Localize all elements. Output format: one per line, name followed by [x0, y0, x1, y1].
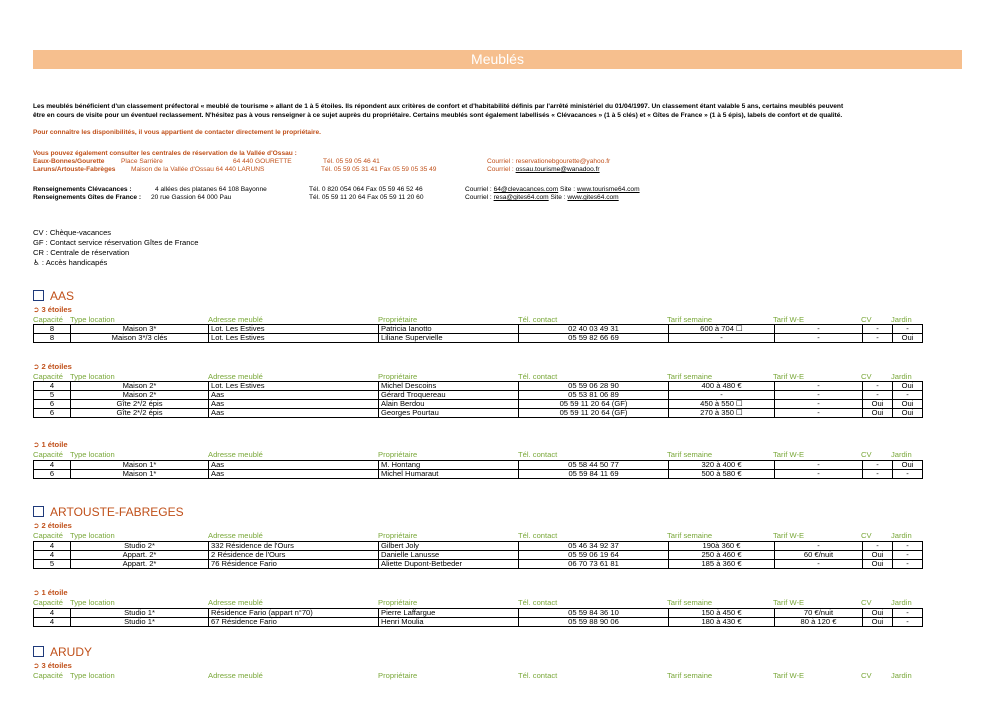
centre-email: Courriel : reservationebgourette@yahoo.fr	[487, 158, 611, 165]
address-cell: 76 Résidence Fario	[209, 560, 379, 569]
header-jardin: Jardin	[891, 598, 912, 607]
header-proprietaire: Propriétaire	[378, 315, 418, 324]
capacity-cell: 6	[34, 400, 71, 409]
owner-cell: Michel Humaraut	[379, 470, 519, 479]
header-jardin: Jardin	[891, 450, 912, 459]
type-cell: Maison 2*	[71, 382, 209, 391]
owner-cell: Michel Descoins	[379, 382, 519, 391]
section-title: ARTOUSTE-FABREGES	[50, 505, 184, 519]
cv-cell: Oui	[863, 609, 893, 618]
checkbox-icon	[33, 506, 44, 517]
availability-note: Pour connaître les disponibilités, il vous appartient de contacter directement le propriétaire.	[33, 129, 321, 136]
capacity-cell: 4	[34, 618, 71, 627]
type-cell: Maison 2*	[71, 391, 209, 400]
owner-cell: Alain Berdou	[379, 400, 519, 409]
phone-cell: 05 59 11 20 64 (GF)	[519, 409, 669, 418]
rens-tel: Tél. 0 820 054 064 Fax 05 59 46 52 46	[309, 186, 423, 193]
address-cell: Aas	[209, 409, 379, 418]
header-proprietaire: Propriétaire	[378, 372, 418, 381]
legend-gf: GF : Contact service réservation Gîtes de France	[33, 238, 199, 247]
address-cell: 67 Résidence Fario	[209, 618, 379, 627]
weekly-rate-cell: 400 à 480 €	[669, 382, 775, 391]
legend-cr: CR : Centrale de réservation	[33, 248, 130, 257]
header-cv: CV	[861, 598, 872, 607]
weekly-rate-cell: 450 à 550 ☐	[669, 400, 775, 409]
centre-tel: Tél. 05 59 05 31 41 Fax 05 59 05 35 49	[321, 166, 437, 173]
email-prefix: Courriel :	[465, 194, 494, 201]
header-tarif: Tarif semaine	[667, 450, 713, 459]
cv-cell: -	[863, 391, 893, 400]
centre-email-link[interactable]: ossau.tourisme@wanadoo.fr	[515, 166, 600, 173]
group-label: ➲ 2 étoiles	[33, 362, 72, 371]
table-row	[34, 325, 923, 334]
centre-laruns	[33, 166, 600, 174]
weekend-rate-cell: -	[775, 560, 863, 569]
table-row	[34, 334, 923, 343]
address-cell: 2 Résidence de l'Ours	[209, 551, 379, 560]
rens-address: 20 rue Gassion 64 000 Pau	[151, 194, 232, 201]
table-row	[34, 551, 923, 560]
table	[33, 608, 923, 627]
header-cv: CV	[861, 372, 872, 381]
section-artouste	[33, 505, 184, 519]
section-title: AAS	[50, 289, 75, 303]
address-cell: Lot. Les Estives	[209, 325, 379, 334]
weekend-rate-cell: -	[775, 409, 863, 418]
header-tel: Tél. contact	[518, 450, 558, 459]
capacity-cell: 8	[34, 334, 71, 343]
centre-tel: Tél. 05 59 05 46 41	[323, 158, 380, 165]
centre-name: Eaux-Bonnes/Gourette	[33, 158, 105, 165]
owner-cell: Gilbert Joly	[379, 542, 519, 551]
cv-cell: -	[863, 470, 893, 479]
header-tarif: Tarif semaine	[667, 671, 713, 680]
checkbox-icon	[33, 290, 44, 301]
header-type: Type location	[70, 450, 115, 459]
centre-name: Laruns/Artouste-Fabrèges	[33, 166, 116, 173]
header-adresse: Adresse meublé	[208, 671, 263, 680]
table	[33, 460, 923, 479]
capacity-cell: 4	[34, 609, 71, 618]
weekend-rate-cell: -	[775, 400, 863, 409]
garden-cell: Oui	[893, 334, 923, 343]
section-title: ARUDY	[50, 645, 93, 659]
site-prefix: Site :	[560, 186, 577, 193]
capacity-cell: 6	[34, 409, 71, 418]
cv-cell: -	[863, 334, 893, 343]
owner-cell: Patricia Ianotto	[379, 325, 519, 334]
garden-cell: Oui	[893, 400, 923, 409]
header-capacite: Capacité	[33, 598, 63, 607]
centre-eaux-bonnes	[33, 158, 611, 166]
phone-cell: 06 70 73 61 81	[519, 560, 669, 569]
header-proprietaire: Propriétaire	[378, 671, 418, 680]
garden-cell: -	[893, 391, 923, 400]
rens-site-link[interactable]: www.tourisme64.com	[576, 186, 640, 193]
header-type: Type location	[70, 671, 115, 680]
phone-cell: 05 59 82 66 69	[519, 334, 669, 343]
header-adresse: Adresse meublé	[208, 450, 263, 459]
cv-cell: Oui	[863, 551, 893, 560]
cv-cell: -	[863, 542, 893, 551]
weekly-rate-cell: 270 à 350 ☐	[669, 409, 775, 418]
header-type: Type location	[70, 598, 115, 607]
header-capacite: Capacité	[33, 531, 63, 540]
cv-cell: Oui	[863, 560, 893, 569]
phone-cell: 02 40 03 49 31	[519, 325, 669, 334]
centre-address: Place Sarrière	[121, 158, 163, 165]
table-row	[34, 618, 923, 627]
address-cell: Aas	[209, 461, 379, 470]
header-cv: CV	[861, 450, 872, 459]
capacity-cell: 8	[34, 325, 71, 334]
weekly-rate-cell: 500 à 580 €	[669, 470, 775, 479]
weekend-rate-cell: 80 à 120 €	[775, 618, 863, 627]
rens-name: Renseignements Clévacances :	[33, 186, 132, 193]
checkbox-icon	[33, 646, 44, 657]
table-header	[33, 315, 963, 324]
weekend-rate-cell: -	[775, 470, 863, 479]
weekend-rate-cell: -	[775, 382, 863, 391]
header-tel: Tél. contact	[518, 531, 558, 540]
capacity-cell: 4	[34, 382, 71, 391]
address-cell: 332 Résidence de l'Ours	[209, 542, 379, 551]
group-label: ➲ 3 étoiles	[33, 661, 72, 670]
header-capacite: Capacité	[33, 315, 63, 324]
phone-cell: 05 46 34 92 37	[519, 542, 669, 551]
weekly-rate-cell: 250 à 460 €	[669, 551, 775, 560]
garden-cell: Oui	[893, 461, 923, 470]
rens-email-link[interactable]: 64@clevacances.com	[493, 186, 559, 193]
weekend-rate-cell: -	[775, 391, 863, 400]
type-cell: Appart. 2*	[71, 551, 209, 560]
header-cv: CV	[861, 315, 872, 324]
header-cv: CV	[861, 531, 872, 540]
section-aas	[33, 289, 74, 303]
table-row	[34, 560, 923, 569]
owner-cell: Liliane Supervielle	[379, 334, 519, 343]
type-cell: Appart. 2*	[71, 560, 209, 569]
type-cell: Studio 1*	[71, 618, 209, 627]
header-tel: Tél. contact	[518, 372, 558, 381]
table-row	[34, 609, 923, 618]
weekend-rate-cell: 70 €/nuit	[775, 609, 863, 618]
group-label: ➲ 3 étoiles	[33, 305, 72, 314]
phone-cell: 05 59 84 36 10	[519, 609, 669, 618]
weekend-rate-cell: -	[775, 325, 863, 334]
type-cell: Gîte 2*/2 épis	[71, 409, 209, 418]
rens-address: 4 allées des platanes 64 108 Bayonne	[155, 186, 267, 193]
garden-cell: -	[893, 560, 923, 569]
header-jardin: Jardin	[891, 372, 912, 381]
phone-cell: 05 59 11 20 64 (GF)	[519, 400, 669, 409]
header-proprietaire: Propriétaire	[378, 598, 418, 607]
intro-line-1: Les meublés bénéficient d'un classement préfectoral « meublé de tourisme » allant de 1 à 5 étoiles. Ils répondent aux critères de confort et d'habitabilité définis par l'arrêté ministériel du 01/04/1997. Un classement étant valable 5 ans, certains meublés peuvent	[33, 103, 844, 110]
owner-cell: M. Hontang	[379, 461, 519, 470]
garden-cell: -	[893, 551, 923, 560]
garden-cell: -	[893, 542, 923, 551]
rens-tel: Tél. 05 59 11 20 64 Fax 05 59 11 20 60	[309, 194, 424, 201]
table-row	[34, 391, 923, 400]
address-cell: Résidence Fario (appart n°70)	[209, 609, 379, 618]
phone-cell: 05 58 44 50 77	[519, 461, 669, 470]
weekly-rate-cell: 180 à 430 €	[669, 618, 775, 627]
table	[33, 324, 923, 343]
capacity-cell: 4	[34, 542, 71, 551]
header-proprietaire: Propriétaire	[378, 450, 418, 459]
header-cv: CV	[861, 671, 872, 680]
garden-cell: -	[893, 609, 923, 618]
table-row	[34, 461, 923, 470]
weekend-rate-cell: -	[775, 461, 863, 470]
legend-cv: CV : Chèque-vacances	[33, 228, 112, 237]
type-cell: Maison 1*	[71, 461, 209, 470]
weekly-rate-cell: 600 à 704 ☐	[669, 325, 775, 334]
address-cell: Aas	[209, 400, 379, 409]
centre-city: 64 440 GOURETTE	[233, 158, 292, 165]
weekly-rate-cell: 185 à 360 €	[669, 560, 775, 569]
email-prefix: Courriel :	[465, 186, 494, 193]
table-row	[34, 542, 923, 551]
header-we: Tarif W-E	[773, 671, 805, 680]
header-capacite: Capacité	[33, 372, 63, 381]
header-we: Tarif W-E	[773, 450, 805, 459]
owner-cell: Pierre Laffargue	[379, 609, 519, 618]
table-header	[33, 372, 963, 381]
header-tarif: Tarif semaine	[667, 372, 713, 381]
garden-cell: -	[893, 618, 923, 627]
capacity-cell: 4	[34, 551, 71, 560]
rens-email-link[interactable]: resa@gites64.com	[493, 194, 549, 201]
address-cell: Aas	[209, 470, 379, 479]
cv-cell: -	[863, 325, 893, 334]
rens-name: Renseignements Gîtes de France :	[33, 194, 142, 201]
type-cell: Studio 2*	[71, 542, 209, 551]
weekly-rate-cell: -	[669, 334, 775, 343]
capacity-cell: 5	[34, 391, 71, 400]
type-cell: Maison 3*/3 clés	[71, 334, 209, 343]
type-cell: Gîte 2*/2 épis	[71, 400, 209, 409]
header-type: Type location	[70, 531, 115, 540]
legend-handicap: ♿ : Accès handicapés	[33, 258, 108, 267]
page-title: Meublés	[33, 50, 962, 69]
phone-cell: 05 59 06 19 64	[519, 551, 669, 560]
group-label: ➲ 1 étoile	[33, 440, 68, 449]
header-jardin: Jardin	[891, 315, 912, 324]
table-header	[33, 450, 963, 459]
cv-cell: Oui	[863, 400, 893, 409]
weekend-rate-cell: 60 €/nuit	[775, 551, 863, 560]
table-row	[34, 470, 923, 479]
address-cell: Lot. Les Estives	[209, 334, 379, 343]
phone-cell: 05 59 84 11 69	[519, 470, 669, 479]
type-cell: Maison 3*	[71, 325, 209, 334]
site-prefix: Site :	[550, 194, 568, 201]
email-prefix: Courriel :	[487, 166, 516, 173]
centres-heading: Vous pouvez également consulter les centrales de réservation de la Vallée d'Ossau :	[33, 150, 297, 157]
header-proprietaire: Propriétaire	[378, 531, 418, 540]
table-row	[34, 409, 923, 418]
header-tarif: Tarif semaine	[667, 598, 713, 607]
header-adresse: Adresse meublé	[208, 315, 263, 324]
intro-line-2: être en cours de visite pour un éventuel reclassement. N'hésitez pas à vous renseigner à ce sujet auprès du propriétaire. Certains meublés sont également labellisés « Clévacances » (1 à 5 clés) et « Gîtes de France » (1 à 5 épis), labels de confort et de qualité.	[33, 112, 843, 119]
table	[33, 541, 923, 569]
group-label: ➲ 2 étoiles	[33, 521, 72, 530]
table-header	[33, 671, 963, 680]
header-type: Type location	[70, 315, 115, 324]
weekly-rate-cell: 320 à 400 €	[669, 461, 775, 470]
table-row	[34, 382, 923, 391]
rens-site-link[interactable]: www.gites64.com	[567, 194, 619, 201]
header-adresse: Adresse meublé	[208, 531, 263, 540]
header-tarif: Tarif semaine	[667, 531, 713, 540]
header-adresse: Adresse meublé	[208, 372, 263, 381]
table-header	[33, 598, 963, 607]
table-row	[34, 400, 923, 409]
header-we: Tarif W-E	[773, 315, 805, 324]
header-adresse: Adresse meublé	[208, 598, 263, 607]
header-type: Type location	[70, 372, 115, 381]
garden-cell: -	[893, 325, 923, 334]
header-jardin: Jardin	[891, 531, 912, 540]
phone-cell: 05 53 81 06 89	[519, 391, 669, 400]
reservation-centres	[33, 150, 611, 174]
garden-cell: Oui	[893, 382, 923, 391]
phone-cell: 05 59 06 28 90	[519, 382, 669, 391]
garden-cell: Oui	[893, 409, 923, 418]
address-cell: Lot. Les Estives	[209, 382, 379, 391]
cv-cell: -	[863, 382, 893, 391]
weekend-rate-cell: -	[775, 334, 863, 343]
cv-cell: -	[863, 461, 893, 470]
address-cell: Aas	[209, 391, 379, 400]
owner-cell: Henri Moulia	[379, 618, 519, 627]
type-cell: Maison 1*	[71, 470, 209, 479]
capacity-cell: 5	[34, 560, 71, 569]
header-capacite: Capacité	[33, 671, 63, 680]
centre-address: Maison de la Vallée d'Ossau 64 440 LARUNS	[131, 166, 265, 173]
capacity-cell: 4	[34, 461, 71, 470]
header-we: Tarif W-E	[773, 372, 805, 381]
cv-cell: Oui	[863, 618, 893, 627]
garden-cell: -	[893, 470, 923, 479]
header-capacite: Capacité	[33, 450, 63, 459]
intro-text	[33, 102, 963, 120]
owner-cell: Danielle Lanusse	[379, 551, 519, 560]
table	[33, 381, 923, 418]
owner-cell: Georges Pourtau	[379, 409, 519, 418]
group-label: ➲ 1 étoile	[33, 588, 68, 597]
type-cell: Studio 1*	[71, 609, 209, 618]
header-jardin: Jardin	[891, 671, 912, 680]
header-tel: Tél. contact	[518, 671, 558, 680]
phone-cell: 05 59 88 90 06	[519, 618, 669, 627]
weekend-rate-cell: -	[775, 542, 863, 551]
weekly-rate-cell: 150 à 450 €	[669, 609, 775, 618]
header-we: Tarif W-E	[773, 531, 805, 540]
owner-cell: Aliette Dupont-Betbeder	[379, 560, 519, 569]
header-we: Tarif W-E	[773, 598, 805, 607]
header-tel: Tél. contact	[518, 598, 558, 607]
weekly-rate-cell: -	[669, 391, 775, 400]
owner-cell: Gérard Troquereau	[379, 391, 519, 400]
cv-cell: Oui	[863, 409, 893, 418]
abbreviation-legend	[33, 228, 198, 268]
table-header	[33, 531, 963, 540]
weekly-rate-cell: 190à 360 €	[669, 542, 775, 551]
section-arudy	[33, 645, 92, 659]
header-tel: Tél. contact	[518, 315, 558, 324]
header-tarif: Tarif semaine	[667, 315, 713, 324]
capacity-cell: 6	[34, 470, 71, 479]
